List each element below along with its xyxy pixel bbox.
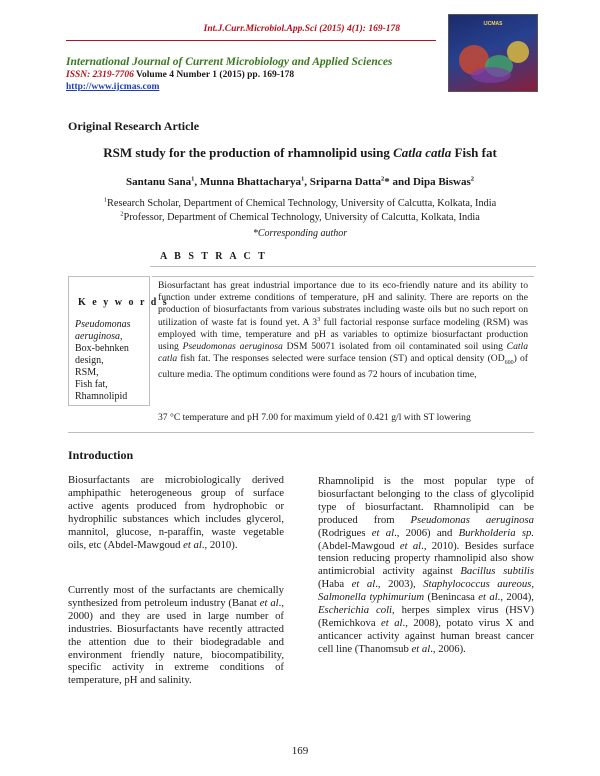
header-rule: [66, 40, 436, 41]
journal-name: International Journal of Current Microbiology and Applied Sciences: [66, 56, 393, 68]
author-name: Santanu Sana: [125, 176, 192, 188]
issn-label: ISSN: 2319-7706: [66, 70, 134, 80]
keyword-item: RSM,: [75, 367, 99, 378]
keyword-item: Fish fat,: [75, 379, 108, 390]
journal-cover-image: [448, 14, 538, 92]
author-name: Sriparna Datta: [309, 176, 381, 188]
author-name: Munna Bhattacharya: [199, 176, 302, 188]
issn-line: [66, 70, 294, 80]
affiliation-1: $^1$Research Scholar, Department of Chemical Technology, University of Calcutta, Kolkata, India: [103, 196, 497, 209]
intro-left-paragraph-1: Biosurfactants are microbiologically derived amphipathic heterogeneous group of surface active agents produced from hydrophobic or hydrophilic substances which includes glycerol, mannitol, glucose, n-paraffin, waste vegetable oils, etc (Abdel-Mawgoud et al., 2010).: [68, 474, 284, 551]
introduction-heading: Introduction: [68, 448, 134, 462]
volume-info: Volume 4 Number 1 (2015) pp. 169-178: [133, 70, 295, 80]
article-type: Original Research Article: [68, 119, 200, 133]
page-number: 169: [291, 745, 309, 757]
keywords-heading: K e y w o r d s: [78, 297, 169, 308]
abstract-heading: A B S T R A C T: [160, 251, 268, 262]
corresponding-author-note: *Corresponding author: [252, 228, 348, 239]
keyword-item: Pseudomonas: [75, 319, 131, 330]
abstract-text: Biosurfactant has great industrial importance due to its eco-friendly nature and its ability to function under extreme conditions of temperature, pH and salinity. There are reports on the production of biosurfactants from various substrates including waste oils but no such report on utilization of waste fat is found yet. A $3^3$ full factorial response surface modeling (RSM) was employed with time, temperature and pH as variables to optimize biosurfactant production using Pseudomonas aeruginosa DSM 50071 isolated from oil contaminated soil using Catla catla fish fat. The responses selected were surface tension (ST) and optical density $(OD_{600})$ of culture media. The optimum conditions were found as 72 hours of incubation time,: [158, 280, 528, 381]
keyword-item: Box-behnken: [75, 343, 129, 354]
keyword-item: design,: [75, 355, 104, 366]
intro-right-paragraph: Rhamnolipid is the most popular type of biosurfactant belonging to the class of glycolipid type of biosurfactant. Rhamnolipid can be produced from Pseudomonas aeruginosa (Rodrigues et al., 2006) and Burkholderia sp. (Abdel-Mawgoud et al., 2010). Besides surface tension reducing property rhamnolipid also show antimicrobial activity against Bacillus subtilis (Haba et al., 2003), Staphylococcus aureous, Salmonella typhimurium (Benincasa et al., 2004), Escherichia coli, herpes simplex virus (HSV) (Remichkova et al., 2008), potato virus X and anticancer activity against human breast cancer cell line (Thanomsub et al., 2006).: [318, 475, 535, 655]
journal-citation: Int.J.Curr.Microbiol.App.Sci (2015) 4(1): 169-178: [203, 24, 400, 34]
author-name: Dipa Biswas: [412, 176, 471, 188]
intro-left-paragraph-2: Currently most of the surfactants are chemically synthesized from petroleum industry (Banat et al., 2000) and they are used in large number of industries. Biosurfactants have recently attracted the attention due to their biodegradable and environment friendly nature, biocompatibility, specific activity in extreme conditions of temperature, pH and salinity.: [68, 584, 284, 687]
journal-url-link[interactable]: http://www.ijcmas.com: [66, 82, 160, 92]
keyword-item: Rhamnolipid: [75, 391, 128, 402]
article-title: RSM study for the production of rhamnolipid using Catla catla Fish fat: [103, 145, 497, 160]
author-list: Santanu Sana$^1$, Munna Bhattacharya$^1$, Sriparna Datta$^2$* and Dipa Biswas$^2$: [125, 175, 474, 188]
abstract-bottom-rule: [68, 432, 534, 433]
affiliation-2: $^2$Professor, Department of Chemical Technology, University of Calcutta, Kolkata, India: [120, 210, 480, 223]
abstract-continuation: 37 °C temperature and pH 7.00 for maximum yield of 0.421 g/l with ST lowering: [158, 412, 471, 423]
keyword-item: aeruginosa,: [75, 331, 123, 342]
cover-title: IJCMAS: [483, 21, 503, 27]
